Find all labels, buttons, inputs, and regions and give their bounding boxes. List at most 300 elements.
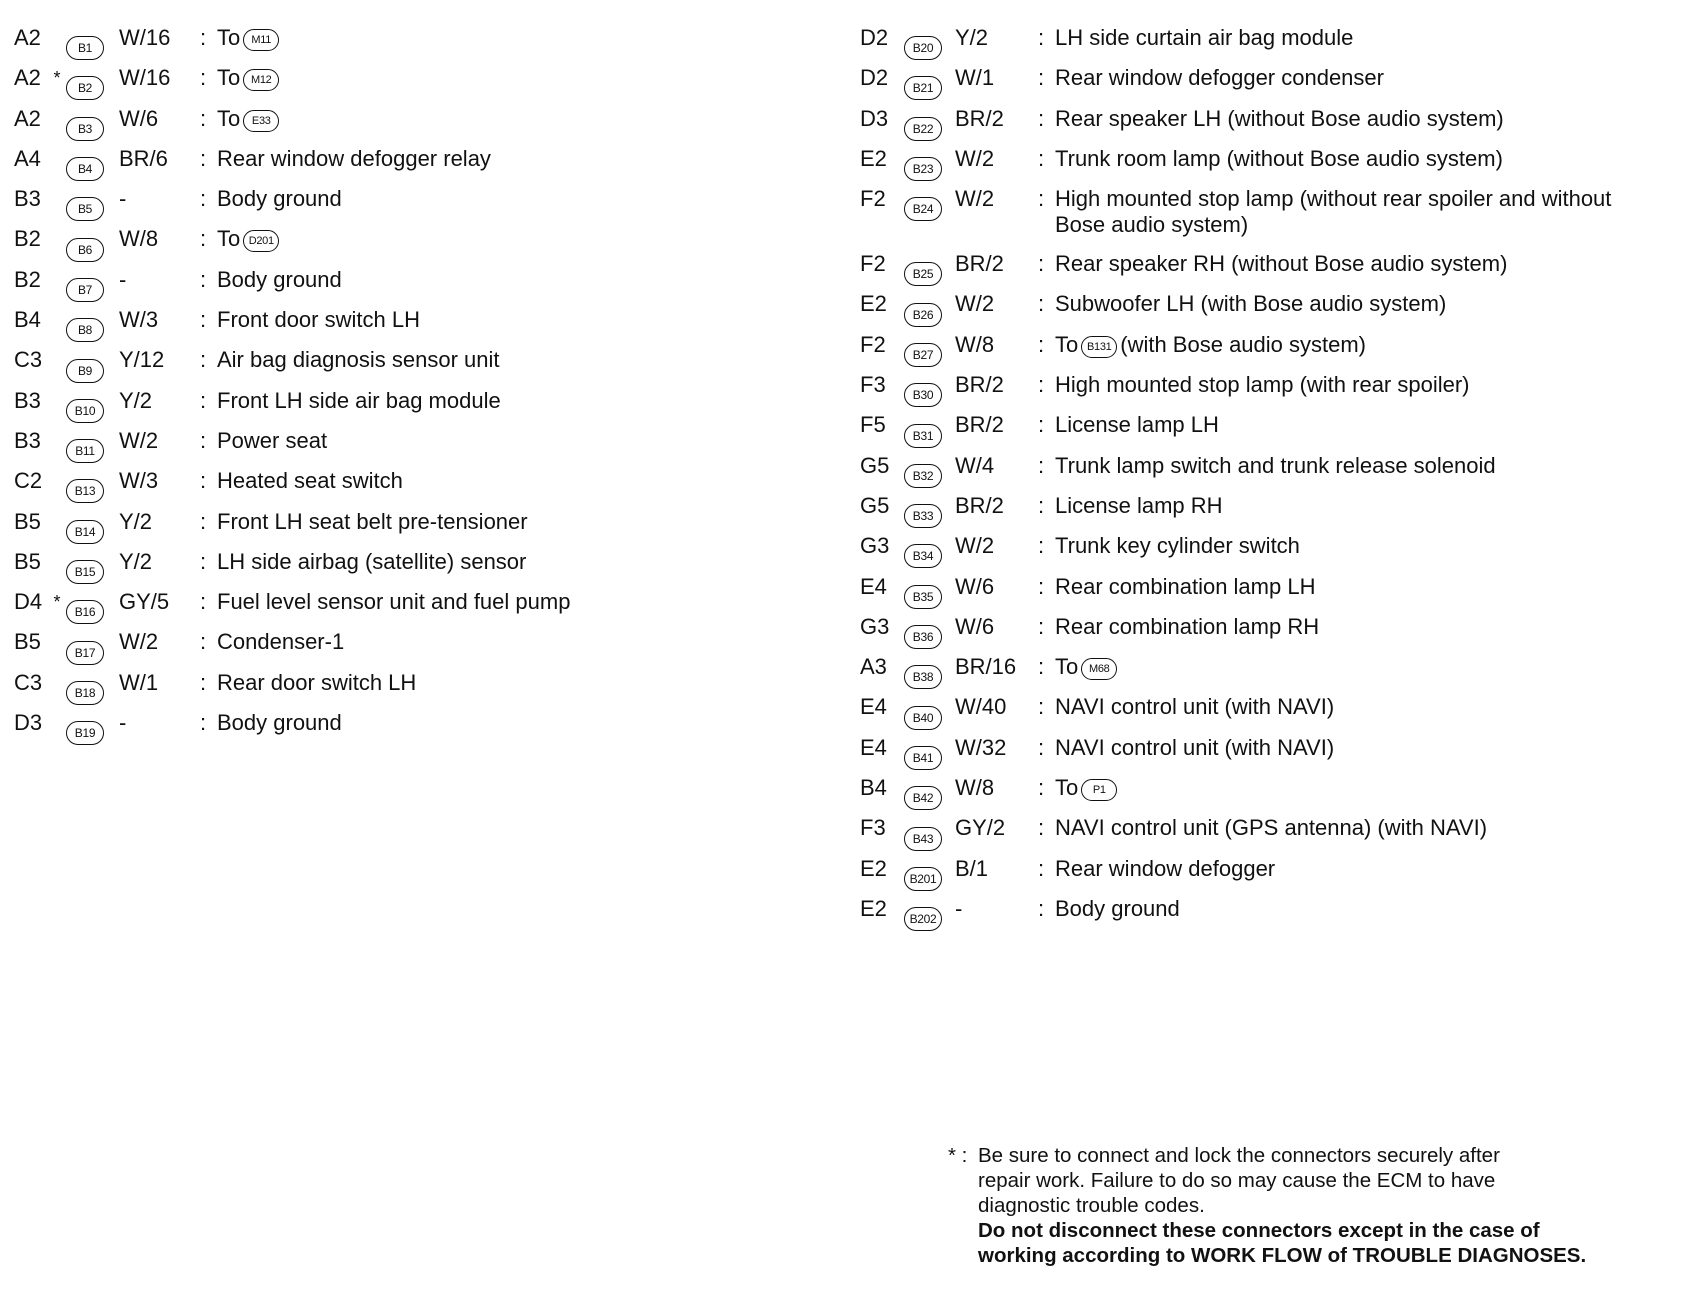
connector-id: B201 [904,867,942,891]
right-connector-list [860,18,1660,929]
connector-id: B15 [66,560,104,584]
connector-description [1055,146,1655,172]
grid-reference: G3 [860,533,890,559]
connector-description [1055,896,1655,922]
description-text: To [217,65,241,91]
wire-color-pins: B/1 [955,855,989,881]
description-text: Trunk room lamp (without Bose audio system) [1055,145,1503,171]
description-text: Fuel level sensor unit and fuel pump [217,589,571,615]
connector-row [860,728,1660,768]
grid-reference: F3 [860,815,886,841]
description-text: Rear speaker LH (without Bose audio system) [1055,105,1504,131]
wire-color-pins: W/2 [119,427,159,453]
description-text: Front LH seat belt pre-tensioner [217,508,528,534]
connector-id: B2 [66,76,104,100]
connector-id: B40 [904,706,942,730]
grid-reference: G3 [860,613,890,639]
grid-reference: B3 [14,387,41,413]
connector-id: B18 [66,681,104,705]
separator-colon: : [1038,186,1045,212]
separator-colon: : [1038,251,1045,277]
connector-id: B30 [904,383,942,407]
footnote-line: Be sure to connect and lock the connectors securely after [978,1144,1500,1167]
wire-color-pins: W/4 [955,452,995,478]
separator-colon: : [200,186,207,212]
connector-description [1055,654,1655,680]
separator-colon: : [1038,412,1045,438]
connector-description [217,381,501,421]
connector-description [1055,614,1655,640]
description-text: NAVI control unit (with NAVI) [1055,734,1335,760]
wire-color-pins: W/3 [119,468,159,494]
description-text: License lamp RH [1055,492,1223,518]
connector-id: B26 [904,303,942,327]
connector-row [860,99,1660,139]
connector-id: B43 [904,827,942,851]
wire-color-pins: W/1 [955,65,995,91]
linked-connector-id: M11 [243,29,279,51]
description-text: To [217,25,241,50]
grid-reference: F2 [860,186,886,212]
description-text: Front LH side air bag module [217,387,501,413]
connector-description [1055,856,1655,882]
grid-reference: B2 [14,266,41,292]
connector-id: B22 [904,117,942,141]
connector-id: B6 [66,238,104,262]
grid-reference: D2 [860,25,889,50]
description-text: NAVI control unit (with NAVI) [1055,694,1335,720]
connector-id: B35 [904,585,942,609]
separator-colon: : [200,508,207,534]
connector-row [860,808,1660,848]
separator-colon: : [200,589,207,615]
connector-description [1055,251,1655,277]
connector-row [860,647,1660,687]
description-text: Rear window defogger [1055,855,1276,881]
connector-description [217,18,282,58]
separator-colon: : [1038,533,1045,559]
connector-row [14,58,834,98]
connector-description [1055,694,1655,720]
linked-connector-id: M12 [243,69,279,91]
connector-description [217,502,528,542]
separator-colon: : [1038,492,1045,518]
wire-color-pins: GY/5 [119,589,170,615]
connector-row [860,244,1660,284]
connector-id: B41 [904,746,942,770]
wire-color-pins: W/8 [955,775,995,801]
separator-colon: : [200,427,207,453]
grid-reference: B4 [14,307,41,333]
wire-color-pins: - [119,186,127,212]
separator-colon: : [200,629,207,655]
wire-color-pins: W/2 [955,145,995,171]
connector-row [860,526,1660,566]
connector-description [1055,574,1655,600]
wire-color-pins: BR/2 [955,105,1004,131]
connector-id: B14 [66,520,104,544]
wire-color-pins: W/16 [119,65,171,91]
connector-description [1055,186,1655,238]
grid-reference: G5 [860,492,890,518]
description-text: Body ground [217,186,342,212]
wire-color-pins: Y/2 [119,387,153,413]
separator-colon: : [1038,65,1045,91]
connector-row [860,18,1660,58]
grid-reference: E4 [860,694,887,720]
connector-row [14,542,834,582]
separator-colon: : [1038,855,1045,881]
wire-color-pins: W/1 [119,669,159,695]
connector-id: B4 [66,157,104,181]
connector-id: B38 [904,665,942,689]
connector-description [217,542,526,582]
connector-id: B31 [904,424,942,448]
connector-row [860,687,1660,727]
description-text: To [1055,775,1079,801]
wire-color-pins: W/6 [955,573,995,599]
wire-color-pins: W/2 [955,186,995,212]
connector-id: B27 [904,343,942,367]
connector-id: B202 [904,907,942,931]
wire-color-pins: W/8 [119,226,159,252]
description-text: Body ground [217,266,342,292]
linked-connector-id: B131 [1081,336,1117,358]
description-text: Rear window defogger relay [217,145,491,171]
connector-description [217,58,282,98]
connector-description [217,179,342,219]
connector-id: B24 [904,197,942,221]
connector-row [14,582,834,622]
separator-colon: : [1038,815,1045,841]
wire-color-pins: - [119,710,127,736]
wire-color-pins: BR/16 [955,654,1017,680]
connector-id: B11 [66,439,104,463]
grid-reference: F5 [860,412,886,438]
connector-id: B17 [66,641,104,665]
separator-colon: : [1038,452,1045,478]
connector-description [1055,775,1655,801]
connector-description [217,99,282,139]
grid-reference: B2 [14,226,41,252]
connector-row [14,300,834,340]
connector-id: B34 [904,544,942,568]
description-text: LH side airbag (satellite) sensor [217,548,527,574]
grid-reference: D4 [14,589,43,615]
description-text: LH side curtain air bag module [1055,25,1354,50]
wire-color-pins: - [119,266,127,292]
connector-id: B7 [66,278,104,302]
separator-colon: : [200,548,207,574]
connector-row [860,607,1660,647]
star-mark: * [53,68,61,89]
wire-color-pins: W/16 [119,25,171,50]
wire-color-pins: BR/2 [955,251,1004,277]
separator-colon: : [200,387,207,413]
description-text: Rear combination lamp LH [1055,573,1316,599]
wire-color-pins: W/2 [955,291,995,317]
footnote-line: repair work. Failure to do so may cause the ECM to have [978,1169,1496,1192]
grid-reference: E4 [860,734,887,760]
separator-colon: : [200,468,207,494]
separator-colon: : [200,669,207,695]
connector-row [860,849,1660,889]
connector-row [14,622,834,662]
description-text: Condenser-1 [217,629,345,655]
wire-color-pins: W/40 [955,694,1007,720]
grid-reference: E2 [860,895,887,921]
connector-row [14,260,834,300]
separator-colon: : [1038,573,1045,599]
connector-description [1055,25,1655,51]
connector-row [14,139,834,179]
separator-colon: : [1038,734,1045,760]
description-text: Rear door switch LH [217,669,417,695]
connector-description [217,219,282,259]
separator-colon: : [1038,372,1045,398]
description-suffix: (with Bose audio system) [1120,331,1367,357]
connector-id: B3 [66,117,104,141]
footnote-line: diagnostic trouble codes. [978,1194,1205,1217]
description-text: Heated seat switch [217,468,403,494]
grid-reference: B3 [14,186,41,212]
separator-colon: : [1038,775,1045,801]
description-text: License lamp LH [1055,412,1219,438]
description-text: Rear combination lamp RH [1055,613,1320,639]
connector-description [217,340,500,380]
description-text: Subwoofer LH (with Bose audio system) [1055,291,1447,317]
description-text: Rear speaker RH (without Bose audio system) [1055,251,1508,277]
wire-color-pins: Y/2 [119,508,153,534]
separator-colon: : [200,307,207,333]
grid-reference: A2 [14,105,41,131]
wire-color-pins: W/3 [119,307,159,333]
connector-id: B13 [66,479,104,503]
grid-reference: F3 [860,372,886,398]
wire-color-pins: W/8 [955,331,995,357]
grid-reference: F2 [860,251,886,277]
connector-id: B25 [904,262,942,286]
connector-row [14,219,834,259]
separator-colon: : [200,347,207,373]
separator-colon: : [200,710,207,736]
connector-row [860,446,1660,486]
connector-badge [66,712,104,752]
separator-colon: : [1038,654,1045,680]
connector-description [1055,493,1655,519]
separator-colon: : [200,145,207,171]
grid-reference: A2 [14,25,41,50]
connector-description [1055,106,1655,132]
grid-reference: E4 [860,573,887,599]
grid-reference: B3 [14,427,41,453]
connector-row [860,325,1660,365]
description-text: Body ground [1055,895,1180,921]
connector-description [1055,533,1655,559]
grid-reference: E2 [860,145,887,171]
connector-description [217,300,420,340]
linked-connector-id: P1 [1081,779,1117,801]
description-text: NAVI control unit (GPS antenna) (with NAVI) [1055,815,1488,841]
connector-row [14,421,834,461]
footnote-warning-line: Do not disconnect these connectors except in the case of [978,1219,1540,1242]
wire-color-pins: BR/2 [955,372,1004,398]
description-text: High mounted stop lamp (with rear spoiler) [1055,372,1470,398]
wire-color-pins: BR/2 [955,412,1004,438]
grid-reference: G5 [860,452,890,478]
connector-description [1055,372,1655,398]
separator-colon: : [200,226,207,252]
connector-description [1055,453,1655,479]
connector-row [14,99,834,139]
separator-colon: : [200,105,207,131]
connector-description [1055,65,1655,91]
connector-description [1055,815,1655,841]
description-text: To [217,226,241,252]
connector-description [217,582,570,622]
connector-row [14,381,834,421]
description-text: Air bag diagnosis sensor unit [217,347,500,373]
description-text: To [1055,331,1079,357]
connector-row [860,139,1660,179]
connector-row [14,461,834,501]
description-text: Rear window defogger condenser [1055,65,1384,91]
wire-color-pins: W/6 [119,105,159,131]
connector-description [217,622,344,662]
connector-row [14,340,834,380]
connector-description [1055,412,1655,438]
connector-description [1055,291,1655,317]
connector-row [860,284,1660,324]
connector-row [860,768,1660,808]
separator-colon: : [1038,145,1045,171]
grid-reference: A3 [860,654,887,680]
grid-reference: B5 [14,629,41,655]
connector-description [1055,735,1655,761]
connector-row [860,486,1660,526]
grid-reference: C3 [14,669,43,695]
wire-color-pins: Y/12 [119,347,165,373]
connector-description [1055,332,1655,358]
connector-id: B5 [66,197,104,221]
footnote-mark: * : [948,1144,968,1167]
separator-colon: : [1038,895,1045,921]
connector-id: B42 [904,786,942,810]
connector-id: B21 [904,76,942,100]
description-text: Body ground [217,710,342,736]
connector-description [217,461,403,501]
wire-color-pins: W/2 [119,629,159,655]
connector-row [14,663,834,703]
grid-reference: E2 [860,855,887,881]
wire-color-pins: BR/2 [955,492,1004,518]
grid-reference: D2 [860,65,889,91]
connector-id: B23 [904,157,942,181]
connector-id: B16 [66,600,104,624]
grid-reference: C2 [14,468,43,494]
description-text: Trunk key cylinder switch [1055,533,1300,559]
description-text: High mounted stop lamp (without rear spoiler and without Bose audio system) [1055,186,1612,238]
wire-color-pins: W/6 [955,613,995,639]
footnote-body [978,1143,1648,1268]
wire-color-pins: - [955,895,963,921]
separator-colon: : [200,65,207,91]
left-connector-list [14,18,834,743]
connector-id: B32 [904,464,942,488]
connector-description [217,421,327,461]
connector-id: B8 [66,318,104,342]
grid-reference: C3 [14,347,43,373]
connector-row [860,179,1660,244]
connector-id: B33 [904,504,942,528]
connector-description [217,260,342,300]
linked-connector-id: D201 [243,230,279,252]
wire-color-pins: Y/2 [119,548,153,574]
wire-color-pins: W/32 [955,734,1007,760]
linked-connector-id: M68 [1081,658,1117,680]
wire-color-pins: W/2 [955,533,995,559]
grid-reference: E2 [860,291,887,317]
connector-badge [904,898,942,938]
description-text: Power seat [217,427,328,453]
connector-row [860,889,1660,929]
connector-row [860,365,1660,405]
linked-connector-id: E33 [243,110,279,132]
separator-colon: : [200,25,207,50]
grid-reference: D3 [14,710,43,736]
description-text: Front door switch LH [217,307,420,333]
grid-reference: A4 [14,145,41,171]
grid-reference: B5 [14,548,41,574]
grid-reference: A2 [14,65,41,91]
footnote-warning-line: working according to WORK FLOW of TROUBLE DIAGNOSES. [978,1244,1587,1267]
connector-description [217,663,416,703]
wire-color-pins: Y/2 [955,25,989,50]
footnote [948,1143,1648,1268]
description-text: To [217,105,241,131]
separator-colon: : [1038,694,1045,720]
separator-colon: : [1038,105,1045,131]
wire-color-pins: GY/2 [955,815,1006,841]
separator-colon: : [1038,613,1045,639]
connector-badge [904,188,942,228]
description-text: To [1055,654,1079,680]
connector-id: B1 [66,36,104,60]
connector-id: B36 [904,625,942,649]
connector-row [14,18,834,58]
connector-row [14,502,834,542]
connector-row [14,703,834,743]
connector-description [217,703,342,743]
separator-colon: : [1038,25,1045,50]
separator-colon: : [200,266,207,292]
connector-id: B20 [904,36,942,60]
grid-reference: F2 [860,331,886,357]
connector-description [217,139,491,179]
star-mark: * [53,592,61,613]
grid-reference: D3 [860,105,889,131]
grid-reference: B4 [860,775,887,801]
separator-colon: : [1038,291,1045,317]
separator-colon: : [1038,331,1045,357]
connector-id: B10 [66,399,104,423]
connector-id: B9 [66,359,104,383]
connector-row [860,567,1660,607]
grid-reference: B5 [14,508,41,534]
wire-color-pins: BR/6 [119,145,168,171]
connector-row [14,179,834,219]
connector-row [860,405,1660,445]
